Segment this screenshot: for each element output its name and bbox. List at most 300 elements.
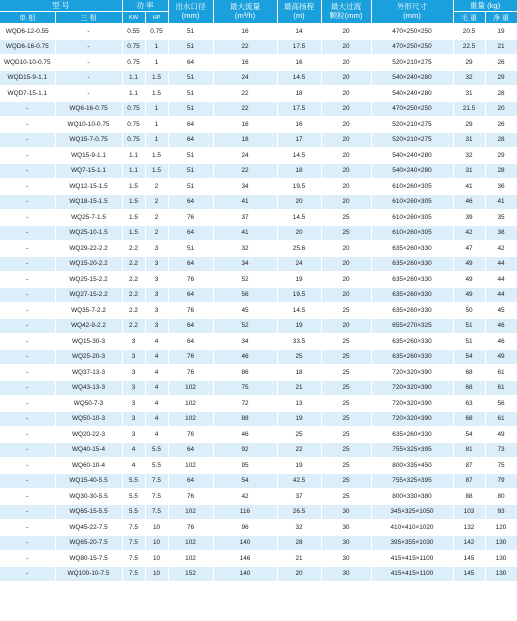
cell-single-phase-model: - xyxy=(0,256,55,272)
cell-max-head: 32 xyxy=(277,520,321,536)
cell-net-weight: 56 xyxy=(485,396,517,412)
cell-three-phase-model: WQ30-30-5.5 xyxy=(55,489,122,505)
cell-gross-weight: 88 xyxy=(453,489,485,505)
cell-outlet-diameter: 102 xyxy=(168,396,213,412)
cell-power-hp: 10 xyxy=(145,535,168,551)
cell-gross-weight: 46 xyxy=(453,194,485,210)
cell-single-phase-model: - xyxy=(0,101,55,117)
cell-three-phase-model: WQ80-15-7.5 xyxy=(55,551,122,567)
cell-max-head: 24 xyxy=(277,256,321,272)
cell-dimensions: 520×210×275 xyxy=(371,132,453,148)
cell-power-kw: 2.2 xyxy=(122,256,145,272)
cell-max-head: 26.5 xyxy=(277,504,321,520)
cell-three-phase-model: - xyxy=(55,55,122,71)
cell-dimensions: 395×355×1030 xyxy=(371,535,453,551)
cell-single-phase-model: WQD7-15-1.1 xyxy=(0,86,55,102)
cell-three-phase-model: WQ10-10-0.75 xyxy=(55,117,122,133)
cell-three-phase-model: - xyxy=(55,24,122,40)
cell-net-weight: 36 xyxy=(485,179,517,195)
cell-power-hp: 1.5 xyxy=(145,163,168,179)
cell-net-weight: 28 xyxy=(485,86,517,102)
cell-single-phase-model: - xyxy=(0,473,55,489)
cell-max-flow: 72 xyxy=(213,396,277,412)
cell-net-weight: 20 xyxy=(485,101,517,117)
cell-dimensions: 415×415×1100 xyxy=(371,551,453,567)
cell-dimensions: 755×325×395 xyxy=(371,473,453,489)
cell-power-kw: 2.2 xyxy=(122,287,145,303)
cell-max-particle: 20 xyxy=(321,117,371,133)
cell-power-kw: 3 xyxy=(122,427,145,443)
cell-dimensions: 720×320×390 xyxy=(371,396,453,412)
header-hp: HP xyxy=(145,12,168,24)
cell-power-kw: 7.5 xyxy=(122,520,145,536)
cell-outlet-diameter: 64 xyxy=(168,473,213,489)
cell-gross-weight: 63 xyxy=(453,396,485,412)
table-row xyxy=(0,287,517,303)
cell-outlet-diameter: 76 xyxy=(168,520,213,536)
cell-outlet-diameter: 102 xyxy=(168,504,213,520)
cell-max-head: 20 xyxy=(277,225,321,241)
table-row xyxy=(0,504,517,520)
cell-max-particle: 20 xyxy=(321,241,371,257)
header-gross-weight: 毛 重 xyxy=(453,12,485,24)
cell-gross-weight: 87 xyxy=(453,458,485,474)
cell-gross-weight: 68 xyxy=(453,380,485,396)
cell-gross-weight: 20.5 xyxy=(453,24,485,40)
cell-net-weight: 21 xyxy=(485,39,517,55)
table-row xyxy=(0,86,517,102)
cell-single-phase-model: - xyxy=(0,380,55,396)
cell-max-head: 16 xyxy=(277,117,321,133)
cell-gross-weight: 50 xyxy=(453,303,485,319)
cell-single-phase-model: - xyxy=(0,551,55,567)
cell-max-particle: 25 xyxy=(321,380,371,396)
cell-three-phase-model: WQ100-10-7.5 xyxy=(55,566,122,582)
header-particle: 最大过流 颗粒(mm) xyxy=(321,0,371,24)
cell-three-phase-model: WQ35-7-2.2 xyxy=(55,303,122,319)
cell-net-weight: 28 xyxy=(485,163,517,179)
cell-three-phase-model: WQ65-20-7.5 xyxy=(55,535,122,551)
cell-power-hp: 1.5 xyxy=(145,148,168,164)
cell-gross-weight: 54 xyxy=(453,427,485,443)
cell-single-phase-model: - xyxy=(0,566,55,582)
cell-power-hp: 4 xyxy=(145,334,168,350)
cell-net-weight: 26 xyxy=(485,55,517,71)
cell-gross-weight: 145 xyxy=(453,551,485,567)
cell-power-hp: 4 xyxy=(145,427,168,443)
cell-max-particle: 25 xyxy=(321,210,371,226)
table-row xyxy=(0,473,517,489)
cell-power-kw: 7.5 xyxy=(122,566,145,582)
cell-single-phase-model: - xyxy=(0,489,55,505)
cell-three-phase-model: WQ20-22-3 xyxy=(55,427,122,443)
cell-power-hp: 1 xyxy=(145,39,168,55)
cell-net-weight: 38 xyxy=(485,225,517,241)
cell-max-particle: 25 xyxy=(321,334,371,350)
table-row xyxy=(0,318,517,334)
cell-max-particle: 20 xyxy=(321,318,371,334)
cell-power-hp: 4 xyxy=(145,349,168,365)
cell-dimensions: 520×210×275 xyxy=(371,55,453,71)
table-row xyxy=(0,163,517,179)
cell-power-kw: 5.5 xyxy=(122,473,145,489)
cell-dimensions: 720×320×390 xyxy=(371,365,453,381)
cell-max-flow: 146 xyxy=(213,551,277,567)
cell-gross-weight: 49 xyxy=(453,287,485,303)
cell-max-flow: 95 xyxy=(213,458,277,474)
cell-three-phase-model: WQ25-7-1.5 xyxy=(55,210,122,226)
cell-max-head: 17.5 xyxy=(277,39,321,55)
cell-power-hp: 3 xyxy=(145,241,168,257)
cell-single-phase-model: - xyxy=(0,303,55,319)
cell-gross-weight: 42 xyxy=(453,225,485,241)
cell-net-weight: 19 xyxy=(485,24,517,40)
cell-max-flow: 16 xyxy=(213,55,277,71)
table-row xyxy=(0,101,517,117)
cell-single-phase-model: WQD6-12-0.55 xyxy=(0,24,55,40)
table-row xyxy=(0,55,517,71)
cell-single-phase-model: - xyxy=(0,520,55,536)
cell-gross-weight: 31 xyxy=(453,86,485,102)
cell-power-hp: 2 xyxy=(145,179,168,195)
cell-single-phase-model: - xyxy=(0,132,55,148)
cell-three-phase-model: WQ27-15-2.2 xyxy=(55,287,122,303)
cell-dimensions: 470×250×250 xyxy=(371,39,453,55)
cell-three-phase-model: WQ7-15-1.1 xyxy=(55,163,122,179)
cell-dimensions: 540×240×280 xyxy=(371,163,453,179)
cell-dimensions: 635×260×330 xyxy=(371,256,453,272)
cell-max-head: 16 xyxy=(277,55,321,71)
cell-single-phase-model: - xyxy=(0,241,55,257)
cell-net-weight: 44 xyxy=(485,256,517,272)
cell-net-weight: 44 xyxy=(485,287,517,303)
table-row xyxy=(0,566,517,582)
table-row xyxy=(0,225,517,241)
table-row xyxy=(0,256,517,272)
cell-three-phase-model: WQ29-22-2.2 xyxy=(55,241,122,257)
cell-three-phase-model: WQ15-9-1.1 xyxy=(55,148,122,164)
cell-max-flow: 52 xyxy=(213,318,277,334)
cell-single-phase-model: - xyxy=(0,210,55,226)
cell-max-particle: 20 xyxy=(321,86,371,102)
cell-power-hp: 10 xyxy=(145,520,168,536)
cell-power-hp: 7.5 xyxy=(145,504,168,520)
cell-gross-weight: 31 xyxy=(453,163,485,179)
cell-outlet-diameter: 51 xyxy=(168,148,213,164)
cell-power-hp: 2 xyxy=(145,194,168,210)
cell-max-flow: 46 xyxy=(213,349,277,365)
cell-power-kw: 2.2 xyxy=(122,303,145,319)
cell-net-weight: 42 xyxy=(485,241,517,257)
header-three-phase: 三 相 xyxy=(55,12,122,24)
cell-net-weight: 45 xyxy=(485,303,517,319)
header-model: 型 号 xyxy=(0,0,122,12)
cell-max-head: 25 xyxy=(277,349,321,365)
table-row xyxy=(0,24,517,40)
cell-three-phase-model: - xyxy=(55,86,122,102)
header-net-weight: 净 重 xyxy=(485,12,517,24)
table-row xyxy=(0,396,517,412)
cell-outlet-diameter: 51 xyxy=(168,86,213,102)
cell-max-particle: 30 xyxy=(321,535,371,551)
cell-max-particle: 20 xyxy=(321,132,371,148)
cell-power-kw: 0.75 xyxy=(122,55,145,71)
cell-outlet-diameter: 51 xyxy=(168,101,213,117)
cell-outlet-diameter: 64 xyxy=(168,334,213,350)
cell-max-particle: 30 xyxy=(321,551,371,567)
cell-single-phase-model: - xyxy=(0,194,55,210)
cell-max-flow: 34 xyxy=(213,179,277,195)
cell-dimensions: 610×260×305 xyxy=(371,210,453,226)
cell-outlet-diameter: 64 xyxy=(168,256,213,272)
cell-single-phase-model: - xyxy=(0,458,55,474)
cell-dimensions: 635×260×330 xyxy=(371,272,453,288)
cell-three-phase-model: - xyxy=(55,70,122,86)
cell-power-kw: 2.2 xyxy=(122,272,145,288)
cell-net-weight: 49 xyxy=(485,349,517,365)
cell-single-phase-model: WQD10-10-0.75 xyxy=(0,55,55,71)
cell-gross-weight: 49 xyxy=(453,272,485,288)
cell-outlet-diameter: 64 xyxy=(168,318,213,334)
cell-power-hp: 5.5 xyxy=(145,458,168,474)
cell-max-particle: 25 xyxy=(321,427,371,443)
cell-gross-weight: 132 xyxy=(453,520,485,536)
table-row xyxy=(0,117,517,133)
cell-net-weight: 46 xyxy=(485,318,517,334)
cell-max-particle: 20 xyxy=(321,287,371,303)
cell-power-hp: 3 xyxy=(145,256,168,272)
cell-max-head: 19 xyxy=(277,411,321,427)
cell-outlet-diameter: 102 xyxy=(168,380,213,396)
cell-power-kw: 3 xyxy=(122,365,145,381)
cell-max-flow: 41 xyxy=(213,225,277,241)
cell-max-particle: 20 xyxy=(321,39,371,55)
cell-outlet-diameter: 64 xyxy=(168,442,213,458)
cell-outlet-diameter: 76 xyxy=(168,427,213,443)
cell-max-head: 25.6 xyxy=(277,241,321,257)
cell-max-particle: 25 xyxy=(321,349,371,365)
table-row xyxy=(0,334,517,350)
table-row xyxy=(0,535,517,551)
cell-three-phase-model: WQ60-10-4 xyxy=(55,458,122,474)
cell-max-head: 42.5 xyxy=(277,473,321,489)
cell-three-phase-model: WQ40-15-4 xyxy=(55,442,122,458)
cell-three-phase-model: WQ37-13-3 xyxy=(55,365,122,381)
cell-gross-weight: 49 xyxy=(453,256,485,272)
cell-max-flow: 16 xyxy=(213,117,277,133)
cell-power-kw: 0.75 xyxy=(122,39,145,55)
cell-power-kw: 3 xyxy=(122,411,145,427)
cell-power-hp: 4 xyxy=(145,396,168,412)
cell-outlet-diameter: 64 xyxy=(168,287,213,303)
cell-max-head: 33.5 xyxy=(277,334,321,350)
cell-single-phase-model: - xyxy=(0,148,55,164)
cell-outlet-diameter: 51 xyxy=(168,70,213,86)
cell-net-weight: 75 xyxy=(485,458,517,474)
cell-dimensions: 470×250×250 xyxy=(371,101,453,117)
cell-power-hp: 7.5 xyxy=(145,489,168,505)
cell-outlet-diameter: 76 xyxy=(168,365,213,381)
cell-max-flow: 88 xyxy=(213,411,277,427)
cell-dimensions: 635×260×330 xyxy=(371,287,453,303)
cell-gross-weight: 31 xyxy=(453,132,485,148)
cell-single-phase-model: WQD15-9-1.1 xyxy=(0,70,55,86)
cell-single-phase-model: - xyxy=(0,117,55,133)
cell-net-weight: 26 xyxy=(485,117,517,133)
cell-gross-weight: 51 xyxy=(453,318,485,334)
cell-power-hp: 1.5 xyxy=(145,86,168,102)
cell-power-hp: 3 xyxy=(145,303,168,319)
cell-dimensions: 655×270×325 xyxy=(371,318,453,334)
cell-max-head: 21 xyxy=(277,380,321,396)
cell-dimensions: 635×260×330 xyxy=(371,427,453,443)
cell-three-phase-model: WQ6-16-0.75 xyxy=(55,101,122,117)
cell-max-head: 18 xyxy=(277,163,321,179)
cell-gross-weight: 29 xyxy=(453,117,485,133)
cell-max-particle: 20 xyxy=(321,179,371,195)
cell-max-head: 19.5 xyxy=(277,287,321,303)
cell-gross-weight: 39 xyxy=(453,210,485,226)
cell-gross-weight: 87 xyxy=(453,473,485,489)
cell-max-head: 14.5 xyxy=(277,70,321,86)
cell-gross-weight: 22.5 xyxy=(453,39,485,55)
cell-dimensions: 410×410×1020 xyxy=(371,520,453,536)
cell-net-weight: 80 xyxy=(485,489,517,505)
cell-max-head: 25 xyxy=(277,427,321,443)
cell-gross-weight: 54 xyxy=(453,349,485,365)
cell-dimensions: 635×260×330 xyxy=(371,349,453,365)
cell-single-phase-model: - xyxy=(0,179,55,195)
header-kw: KW xyxy=(122,12,145,24)
cell-max-flow: 54 xyxy=(213,473,277,489)
cell-single-phase-model: WQD6-16-0.75 xyxy=(0,39,55,55)
cell-max-particle: 25 xyxy=(321,396,371,412)
cell-outlet-diameter: 76 xyxy=(168,210,213,226)
cell-max-particle: 20 xyxy=(321,163,371,179)
cell-outlet-diameter: 102 xyxy=(168,551,213,567)
table-row xyxy=(0,272,517,288)
cell-max-particle: 25 xyxy=(321,473,371,489)
cell-max-head: 14.5 xyxy=(277,210,321,226)
cell-power-kw: 1.1 xyxy=(122,163,145,179)
cell-net-weight: 73 xyxy=(485,442,517,458)
cell-power-kw: 1.5 xyxy=(122,179,145,195)
cell-max-particle: 25 xyxy=(321,411,371,427)
cell-dimensions: 720×320×390 xyxy=(371,411,453,427)
cell-three-phase-model: - xyxy=(55,39,122,55)
table-row xyxy=(0,132,517,148)
cell-three-phase-model: WQ25-20-3 xyxy=(55,349,122,365)
cell-three-phase-model: WQ15-40-5.5 xyxy=(55,473,122,489)
cell-gross-weight: 47 xyxy=(453,241,485,257)
cell-max-flow: 18 xyxy=(213,132,277,148)
cell-single-phase-model: - xyxy=(0,349,55,365)
cell-max-head: 20 xyxy=(277,194,321,210)
cell-dimensions: 610×260×305 xyxy=(371,179,453,195)
cell-outlet-diameter: 76 xyxy=(168,489,213,505)
cell-single-phase-model: - xyxy=(0,427,55,443)
cell-outlet-diameter: 51 xyxy=(168,241,213,257)
cell-gross-weight: 145 xyxy=(453,566,485,582)
cell-power-kw: 7.5 xyxy=(122,551,145,567)
cell-max-head: 21 xyxy=(277,551,321,567)
cell-net-weight: 35 xyxy=(485,210,517,226)
cell-dimensions: 720×320×390 xyxy=(371,380,453,396)
table-row xyxy=(0,380,517,396)
cell-outlet-diameter: 102 xyxy=(168,458,213,474)
table-row xyxy=(0,427,517,443)
cell-max-head: 19 xyxy=(277,458,321,474)
cell-three-phase-model: WQ15-30-3 xyxy=(55,334,122,350)
cell-three-phase-model: WQ42-9-2.2 xyxy=(55,318,122,334)
cell-outlet-diameter: 64 xyxy=(168,225,213,241)
cell-gross-weight: 142 xyxy=(453,535,485,551)
cell-three-phase-model: WQ50-10-3 xyxy=(55,411,122,427)
cell-power-hp: 3 xyxy=(145,272,168,288)
cell-net-weight: 46 xyxy=(485,334,517,350)
cell-max-flow: 46 xyxy=(213,427,277,443)
cell-power-hp: 1 xyxy=(145,55,168,71)
cell-max-flow: 116 xyxy=(213,504,277,520)
cell-max-flow: 96 xyxy=(213,520,277,536)
cell-max-particle: 20 xyxy=(321,194,371,210)
cell-power-kw: 5.5 xyxy=(122,504,145,520)
cell-max-flow: 34 xyxy=(213,256,277,272)
cell-max-flow: 16 xyxy=(213,24,277,40)
cell-max-particle: 20 xyxy=(321,148,371,164)
cell-max-flow: 24 xyxy=(213,70,277,86)
cell-dimensions: 635×260×330 xyxy=(371,241,453,257)
cell-max-flow: 52 xyxy=(213,272,277,288)
cell-outlet-diameter: 152 xyxy=(168,566,213,582)
cell-net-weight: 61 xyxy=(485,365,517,381)
cell-net-weight: 49 xyxy=(485,427,517,443)
cell-max-head: 19 xyxy=(277,272,321,288)
cell-three-phase-model: WQ25-10-1.5 xyxy=(55,225,122,241)
cell-max-particle: 30 xyxy=(321,566,371,582)
cell-gross-weight: 21.5 xyxy=(453,101,485,117)
table-row xyxy=(0,194,517,210)
cell-max-flow: 37 xyxy=(213,210,277,226)
cell-power-hp: 3 xyxy=(145,287,168,303)
cell-gross-weight: 68 xyxy=(453,411,485,427)
cell-power-kw: 0.75 xyxy=(122,101,145,117)
cell-power-kw: 1.5 xyxy=(122,210,145,226)
cell-gross-weight: 32 xyxy=(453,70,485,86)
cell-max-particle: 30 xyxy=(321,504,371,520)
cell-max-head: 13 xyxy=(277,396,321,412)
cell-power-kw: 4 xyxy=(122,442,145,458)
cell-max-head: 18 xyxy=(277,365,321,381)
cell-max-particle: 20 xyxy=(321,70,371,86)
table-row xyxy=(0,241,517,257)
cell-dimensions: 345×325×1050 xyxy=(371,504,453,520)
cell-three-phase-model: WQ25-15-2.2 xyxy=(55,272,122,288)
cell-net-weight: 79 xyxy=(485,473,517,489)
cell-gross-weight: 81 xyxy=(453,442,485,458)
table-row xyxy=(0,365,517,381)
table-row xyxy=(0,39,517,55)
table-row xyxy=(0,148,517,164)
cell-net-weight: 120 xyxy=(485,520,517,536)
cell-max-particle: 25 xyxy=(321,225,371,241)
cell-max-flow: 22 xyxy=(213,163,277,179)
cell-max-flow: 86 xyxy=(213,365,277,381)
cell-net-weight: 130 xyxy=(485,535,517,551)
cell-dimensions: 470×250×250 xyxy=(371,24,453,40)
cell-gross-weight: 68 xyxy=(453,365,485,381)
cell-single-phase-model: - xyxy=(0,225,55,241)
